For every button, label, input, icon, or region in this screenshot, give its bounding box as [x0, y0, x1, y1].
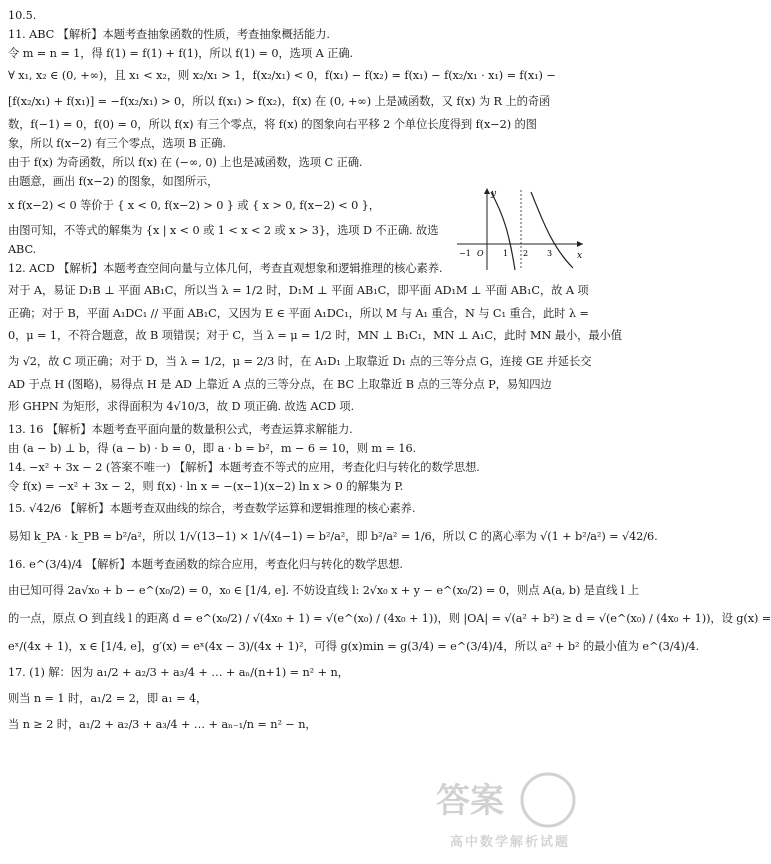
watermark — [430, 770, 580, 852]
answer-line: 由 (a − b) ⊥ b，得 (a − b) · b = 0，即 a · b = b²，m − 6 = 10，则 m = 16. — [8, 442, 417, 455]
y-axis-arrow — [484, 188, 490, 194]
svg-text:答案: 答案 — [436, 781, 504, 821]
watermark-stamp-icon — [430, 770, 580, 832]
answer-line: 为 √2，故 C 项正确；对于 D，当 λ = 1/2，μ = 2/3 时，在 A₁D₁ 上取靠近 D₁ 点的三等分点 G，连接 GE 并延长交 — [8, 355, 592, 368]
answer-line: 正确；对于 B，平面 A₁DC₁ // 平面 AB₁C，又因为 E ∈ 平面 A₁DC₁，所以 M 与 A₁ 重合，N 与 C₁ 重合，此时 λ = — [8, 307, 589, 320]
curve-left-branch — [491, 192, 515, 270]
answer-line: 0，μ = 1，不符合题意，故 B 项错误；对于 C，当 λ = μ = 1/2 时，MN ⊥ B₁C₁，MN ⊥ A₁C，此时 MN 最小，最小值 — [8, 329, 622, 342]
tick-label-2: 2 — [523, 249, 529, 258]
question-12-heading: 12. ACD 【解析】本题考查空间向量与立体几何，考查直观想象和逻辑推理的核心素养. — [8, 262, 443, 275]
question-13-heading: 13. 16 【解析】本题考查平面向量的数量积公式，考查运算求解能力. — [8, 423, 353, 436]
x-axis-arrow — [577, 241, 583, 247]
watermark-caption: 高中数学解析试题 — [450, 835, 571, 850]
tick-label-1: 1 — [503, 249, 509, 258]
question-17-heading: 17. (1) 解：因为 a₁/2 + a₂/3 + a₃/4 + … + aₙ/(n+1) = n² + n， — [8, 666, 349, 679]
answer-line: ∀ x₁, x₂ ∈ (0, +∞)，且 x₁ < x₂，则 x₂/x₁ > 1，f(x₂/x₁) < 0，f(x₁) − f(x₂) = f(x₁) − f(x₂/x₁ · x₁) = f(x₁) − — [8, 69, 556, 82]
answer-line: 形 GHPN 为矩形，求得面积为 4√10/3，故 D 项正确. 故选 ACD 项. — [8, 400, 355, 413]
answer-line: 则当 n = 1 时，a₁/2 = 2，即 a₁ = 4， — [8, 692, 208, 705]
answer-line: 由图可知，不等式的解集为 {x | x < 0 或 1 < x < 2 或 x > 3}，选项 D 不正确. 故选 — [8, 224, 439, 237]
question-15-heading: 15. √42/6 【解析】本题考查双曲线的综合，考查数学运算和逻辑推理的核心素养. — [8, 502, 416, 515]
answer-line: 对于 A，易证 D₁B ⊥ 平面 AB₁C，所以当 λ = 1/2 时，D₁M ⊥ 平面 AB₁C，即平面 AD₁M ⊥ 平面 AB₁C，故 A 项 — [8, 284, 589, 297]
question-16-heading: 16. e^(3/4)/4 【解析】本题考查函数的综合应用，考查化归与转化的数学思想. — [8, 558, 403, 571]
answer-line: 数，f(−1) = 0，f(0) = 0，所以 f(x) 有三个零点，将 f(x) 的图象向右平移 2 个单位长度得到 f(x−2) 的图 — [8, 118, 537, 131]
function-graph — [455, 186, 587, 272]
answer-line: 象，所以 f(x−2) 有三个零点，选项 B 正确. — [8, 137, 226, 150]
answer-line: ABC. — [8, 243, 37, 256]
answer-line: 由于 f(x) 为奇函数，所以 f(x) 在 (−∞, 0) 上也是减函数，选项 C 正确. — [8, 156, 363, 169]
tick-label-3: 3 — [547, 249, 553, 258]
y-axis-label: y — [491, 189, 497, 199]
answer-line: eˣ/(4x + 1)，x ∈ [1/4, e]，g′(x) = eˣ(4x − 3)/(4x + 1)²，可得 g(x)min = g(3/4) = e^(3/4)/4，所以 a² + b² 的最小值为 e^(3/4)/4. — [8, 640, 700, 653]
origin-label: O — [477, 249, 484, 258]
answer-line: 10.5. — [8, 9, 37, 22]
answer-line: AD 于点 H (图略)，易得点 H 是 AD 上靠近 A 点的三等分点，在 BC 上取靠近 B 点的三等分点 P，易知四边 — [8, 378, 552, 391]
answer-line: 当 n ≥ 2 时，a₁/2 + a₂/3 + a₃/4 + … + aₙ₋₁/n = n² − n， — [8, 718, 317, 731]
question-14-heading: 14. −x² + 3x − 2 (答案不唯一) 【解析】本题考查不等式的应用，考查化归与转化的数学思想. — [8, 461, 480, 474]
answer-page — [8, 6, 771, 738]
answer-line: [f(x₂/x₁) + f(x₁)] = −f(x₂/x₁) > 0，所以 f(x₁) > f(x₂)，f(x) 在 (0, +∞) 上是减函数，又 f(x) 为 R 上的奇函 — [8, 95, 551, 108]
answer-line: 由题意，画出 f(x−2) 的图象，如图所示， — [8, 175, 219, 188]
x-axis-label: x — [577, 251, 583, 261]
answer-line: 的一点，原点 O 到直线 l 的距离 d = e^(x₀/2) / √(4x₀ + 1) = √(e^(x₀) / (4x₀ + 1))，则 |OA| = √(a² + b²) ≥ d = √(e^(x₀) / (4x₀ + 1))，设 g(x) = — [8, 612, 771, 625]
answer-line: x f(x−2) < 0 等价于 { x < 0, f(x−2) > 0 } 或 { x > 0, f(x−2) < 0 }， — [8, 199, 380, 212]
question-11-heading: 11. ABC 【解析】本题考查抽象函数的性质，考查抽象概括能力. — [8, 28, 330, 41]
answer-line: 易知 k_PA · k_PB = b²/a²，所以 1/√(13−1) × 1/√(4−1) = b²/a²，即 b²/a² = 1/6，所以 C 的离心率为 √(1 + b²/a²) = √42/6. — [8, 530, 658, 543]
tick-label-neg1: −1 — [459, 249, 471, 258]
answer-line: 由已知可得 2a√x₀ + b − e^(x₀/2) = 0，x₀ ∈ [1/4, e]. 不妨设直线 l: 2√x₀ x + y − e^(x₀/2) = 0，则点 A(a, b) 是直线 l 上 — [8, 584, 640, 597]
answer-line: 令 m = n = 1，得 f(1) = f(1) + f(1)，所以 f(1) = 0，选项 A 正确. — [8, 47, 354, 60]
answer-line: 令 f(x) = −x² + 3x − 2，则 f(x) · ln x = −(x−1)(x−2) ln x > 0 的解集为 P. — [8, 480, 404, 493]
